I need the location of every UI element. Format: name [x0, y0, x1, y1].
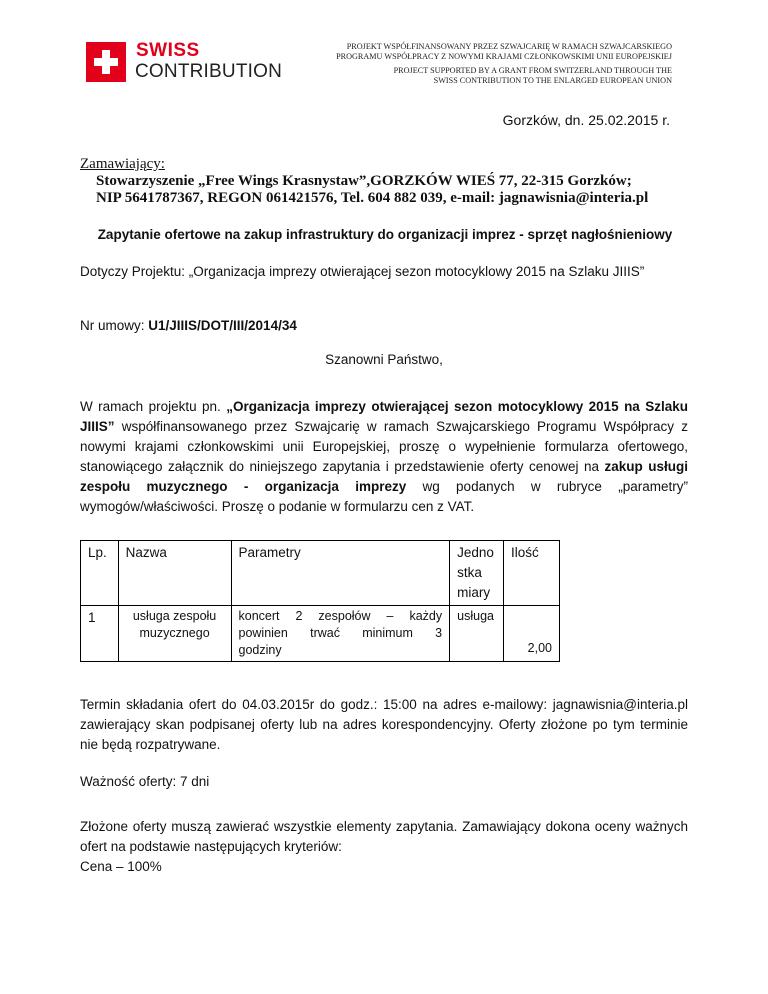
header-params: Parametry: [231, 541, 450, 606]
header-name: Nazwa: [118, 541, 231, 606]
row-qty: 2,00: [504, 606, 560, 662]
header-note-polish: PROJEKT WSPÓŁFINANSOWANY PRZEZ SZWAJCARIĘ W RAMACH SZWAJCARSKIEGO PROGRAMU WSPÓŁPRACY Z NOWYMI KRAJAMI CZŁONKOWSKIMI UNII EUROPEJSKIEJ: [336, 42, 672, 61]
row-name: usługa zespołu muzycznego: [118, 606, 231, 662]
table-header-row: [81, 541, 560, 606]
offer-table: [80, 540, 560, 662]
document-date: Gorzków, dn. 25.02.2015 r.: [502, 112, 670, 128]
row-params: koncert 2 zespołów – każdy powinien trwać minimum 3 godziny: [231, 606, 450, 662]
greeting: Szanowni Państwo,: [325, 352, 443, 367]
header-lp: Lp.: [81, 541, 119, 606]
client-identifiers: NIP 5641787367, REGON 061421576, Tel. 604 882 039, e-mail: jagnawisnia@interia.pl: [96, 190, 649, 206]
client-label: Zamawiający:: [80, 156, 165, 172]
client-address: Stowarzyszenie „Free Wings Krasnystaw”,GORZKÓW WIEŚ 77, 22-315 Gorzków;: [96, 173, 632, 189]
swiss-flag-icon: [86, 42, 126, 82]
offer-validity: Ważność oferty: 7 dni: [80, 774, 210, 789]
body-paragraph: W ramach projektu pn. „Organizacja imprezy otwierającej sezon motocyklowy 2015 na Szlaku JIIIS” współfinansowanego przez Szwajcarię w ramach Szwajcarskiego Programu Współpracy z nowymi krajami członkowskimi unii Europejskiej, proszę o wypełnienie formularza ofertowego, stanowiącego załącznik do niniejszego zapytania i przedstawienie oferty cenowej na zakup usługi zespołu muzycznego - organizacja imprezy wg podanych w rubryce „parametry” wymogów/właściwości. Proszę o podanie w formularzu cen z VAT.: [80, 399, 688, 514]
contract-number: Nr umowy: U1/JIIIS/DOT/III/2014/34: [80, 318, 297, 333]
logo-contribution-text: CONTRIBUTION: [135, 61, 283, 82]
row-unit: usługa: [450, 606, 504, 662]
project-reference: Dotyczy Projektu: „Organizacja imprezy otwierającej sezon motocyklowy 2015 na Szlaku JIIIS”: [80, 264, 645, 279]
criteria-paragraph: Złożone oferty muszą zawierać wszystkie elementy zapytania. Zamawiający dokona oceny ważnych ofert na podstawie następujących kryteriów: Cena – 100%: [80, 817, 688, 877]
header-note-english: PROJECT SUPPORTED BY A GRANT FROM SWITZERLAND THROUGH THE SWISS CONTRIBUTION TO THE ENLARGED EUROPEAN UNION: [393, 66, 672, 85]
header-qty: Ilość: [504, 541, 560, 606]
header-unit: Jedno stka miary: [450, 541, 504, 606]
document-subject: Zapytanie ofertowe na zakup infrastruktury do organizacji imprez - sprzęt nagłośnieniowy: [97, 227, 673, 242]
logo-swiss-text: SWISS: [136, 40, 200, 61]
table-row: [81, 606, 560, 662]
row-lp: 1: [81, 606, 119, 662]
criteria-price: Cena – 100%: [80, 859, 162, 874]
contract-number-value: U1/JIIIS/DOT/III/2014/34: [148, 318, 297, 333]
swiss-contribution-logo: [86, 42, 286, 82]
deadline-paragraph: Termin składania ofert do 04.03.2015r do godz.: 15:00 na adres e-mailowy: jagnawisnia@interia.pl zawierający skan podpisanej oferty lub na adres korespondencyjny. Oferty złożone po tym terminie nie będą rozpatrywane.: [80, 697, 688, 752]
client-block: [80, 156, 648, 207]
